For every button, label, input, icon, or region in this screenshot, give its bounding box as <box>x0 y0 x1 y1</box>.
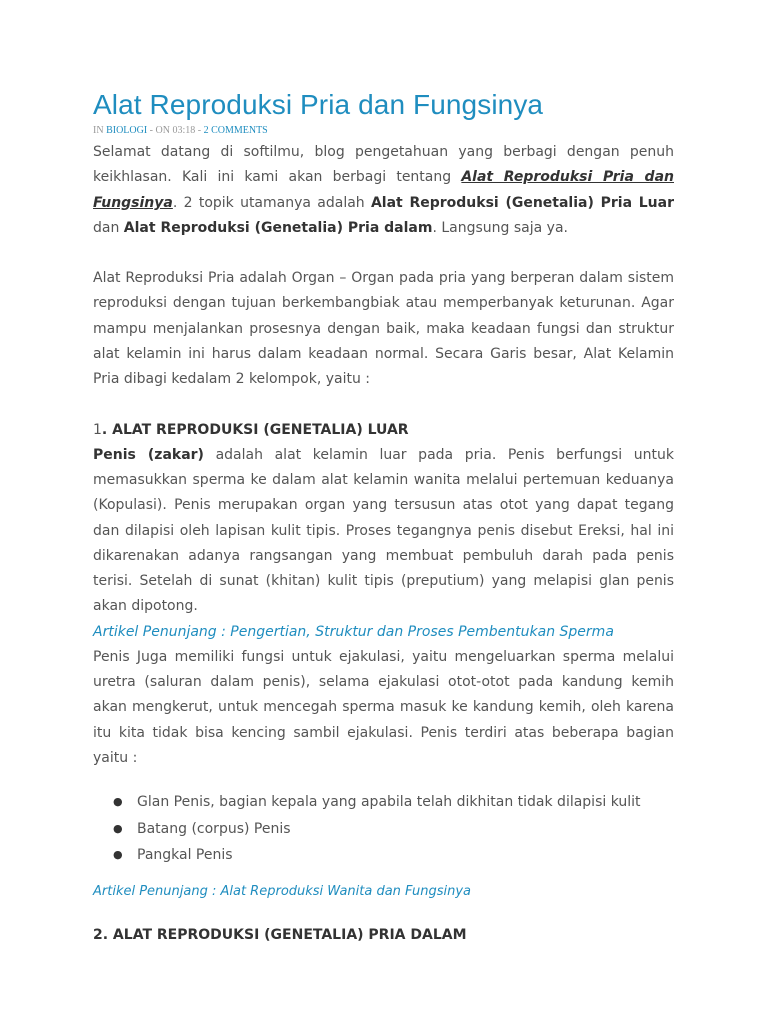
list-item-text: Glan Penis, bagian kepala yang apabila telah dikhitan tidak dilapisi kulit <box>137 794 641 811</box>
topic-outer: Alat Reproduksi (Genetalia) Pria Luar <box>370 194 674 211</box>
list-item <box>113 842 674 868</box>
bullet-icon: ● <box>113 821 123 835</box>
penis-text: adalah alat kelamin luar pada pria. Penis berfungsi untuk memasukkan sperma ke dalam alat kelamin wanita melalui pertemuan keduanya (Kopulasi). Penis merupakan organ yang tersusun atas otot yang dapat tegang dan dilapisi oleh lapisan kulit tipis. Proses tegangnya penis disebut Ereksi, hal ini dikarenakan adanya rangsangan yang membuat pembuluh darah pada penis terisi. Setelah di sunat (khitan) kulit tipis (preputium) yang melapisi glan penis akan dipotong. <box>93 446 674 615</box>
intro-text-1: Selamat datang di softilmu, blog pengetahuan yang berbagi dengan penuh keikhlasan. Kali ini kami akan berbagi tentang <box>93 144 674 186</box>
meta-time: - ON 03:18 - <box>147 125 204 136</box>
comments-link[interactable]: 2 COMMENTS <box>203 125 268 136</box>
meta-in-label: IN <box>93 125 107 136</box>
section-1-number: 1 <box>93 421 102 438</box>
intro-paragraph <box>93 140 674 241</box>
bullet-icon: ● <box>113 795 123 809</box>
list-item-text: Batang (corpus) Penis <box>137 820 291 837</box>
related-article-link-wanita[interactable]: Artikel Penunjang : Alat Reproduksi Wanita dan Fungsinya <box>93 884 472 900</box>
list-item <box>113 816 674 842</box>
intro-text-3: dan <box>93 219 124 236</box>
list-item-text: Pangkal Penis <box>137 846 233 863</box>
penis-parts-list <box>93 789 674 868</box>
section-1-title: . ALAT REPRODUKSI (GENETALIA) LUAR <box>101 421 409 438</box>
section-1-heading <box>93 418 674 443</box>
bullet-icon: ● <box>113 847 123 861</box>
post-meta <box>93 124 674 137</box>
post-title[interactable]: Alat Reproduksi Pria dan Fungsinya <box>93 89 544 120</box>
definition-paragraph: Alat Reproduksi Pria adalah Organ – Organ pada pria yang berperan dalam sistem reproduksi dengan tujuan berkembangbiak atau memperbanyak keturunan. Agar mampu menjalankan prosesnya dengan baik, maka keadaan fungsi dan struktur alat kelamin ini harus dalam keadaan normal. Secara Garis besar, Alat Kelamin Pria dibagi kedalam 2 kelompok, yaitu : <box>93 270 674 388</box>
category-link[interactable]: BIOLOGI <box>106 125 148 136</box>
ejaculation-paragraph: Penis Juga memiliki fungsi untuk ejakulasi, yaitu mengeluarkan sperma melalui uretra (saluran dalam penis), selama ejakulasi otot-otot pada kandung kemih akan mengkerut, untuk mencegah sperma masuk ke kandung kemih, oleh karena itu kita tidak bisa kencing sambil ejakulasi. Penis terdiri atas beberapa bagian yaitu : <box>93 648 674 766</box>
penis-paragraph <box>93 443 674 620</box>
section-2-heading: 2. ALAT REPRODUKSI (GENETALIA) PRIA DALAM <box>93 927 467 944</box>
blog-post <box>93 86 674 948</box>
list-item <box>113 789 674 815</box>
related-article-link-sperma[interactable]: Artikel Penunjang : Pengertian, Struktur dan Proses Pembentukan Sperma <box>93 623 614 640</box>
intro-text-2: . 2 topik utamanya adalah <box>172 194 371 211</box>
topic-inner: Alat Reproduksi (Genetalia) Pria dalam <box>123 219 433 236</box>
intro-text-4: . Langsung saja ya. <box>432 219 568 236</box>
topic-link[interactable]: Alat Reproduksi Pria dan Fungsinya <box>93 169 674 211</box>
penis-term: Penis (zakar) <box>93 446 204 463</box>
